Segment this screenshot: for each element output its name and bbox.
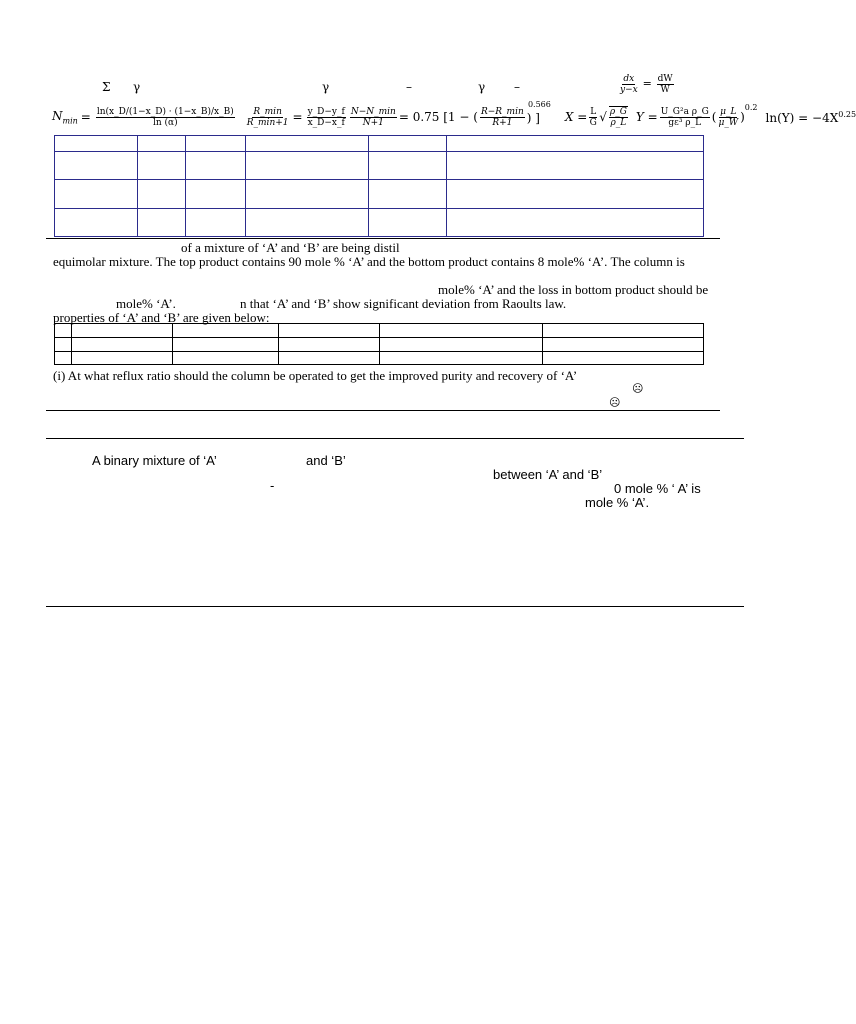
underwood-fraction: $\frac{y\_D-y\_f}{x\_D-x\_f}$ <box>307 106 345 128</box>
rayleigh-equation: $\frac{dx}{y-x}$ = $\frac{dW}{W}$ <box>620 74 673 95</box>
divider <box>46 606 744 607</box>
divider <box>46 410 720 411</box>
dash-symbol: - <box>270 478 275 493</box>
nmin-label: $N_{min}$ <box>52 108 78 126</box>
gamma-symbol: γ <box>478 80 486 94</box>
frown-icon: ☹ <box>632 382 644 395</box>
fenske-fraction: $\frac{\ln(x\_D/(1-x\_D) \cdot (1-x\_B)/x\_B)}{\ln (\alpha)}$ <box>96 106 234 128</box>
frown-icon: ☹ <box>609 396 621 409</box>
table-row <box>55 324 704 338</box>
section-text: mole % ‘A’. <box>585 495 650 510</box>
problem-line: n that ‘A’ and ‘B’ show significant deviation from Raoults law. <box>240 296 567 311</box>
problem-line: mole% ‘A’ and the loss in bottom product should be <box>438 282 709 297</box>
y-parameter: Y = <box>635 110 658 124</box>
table-row <box>55 152 704 180</box>
section-text: between ‘A’ and ‘B’ <box>493 467 603 482</box>
problem-line: mole% ‘A’. <box>116 296 176 311</box>
divider <box>46 238 720 239</box>
dash-symbol: – <box>514 80 520 94</box>
gamma-symbol: γ <box>133 80 141 94</box>
gilliland-fraction: $\frac{N-N\_\min}{N+1}$ <box>350 106 396 128</box>
data-table <box>54 135 704 237</box>
flooding-equation: $\ln(Y) = -4X^{0.25}$ <box>765 109 856 125</box>
dash-symbol: – <box>406 80 412 94</box>
gamma-symbol: γ <box>322 80 330 94</box>
question-text: (i) At what reflux ratio should the column be operated to get the improved purity and recovery of ‘A’ <box>53 368 578 383</box>
table-row <box>55 352 704 365</box>
gilliland-expression: = 0.75 [1 − ( <box>398 110 478 124</box>
rmin-fraction: $\frac{R\_\min}{R\_\min+1}$ <box>246 106 289 128</box>
problem-line: of a mixture of ‘A’ and ‘B’ are being distil <box>181 240 400 255</box>
table-row <box>55 209 704 237</box>
section-text: 0 mole % ‘ A’ is <box>614 481 701 496</box>
divider <box>46 438 744 439</box>
table-row <box>55 180 704 209</box>
problem-line: equimolar mixture. The top product contains 90 mole % ‘A’ and the bottom product contains 8 mole% ‘A’. The column is <box>53 254 685 269</box>
sigma-symbol: Σ <box>102 80 111 94</box>
table-row <box>55 136 704 152</box>
section-text: and ‘B’ <box>306 453 346 468</box>
table-row <box>55 338 704 352</box>
section-text: A binary mixture of ‘A’ <box>92 453 217 468</box>
x-parameter: X = <box>564 110 588 124</box>
properties-table <box>54 323 704 365</box>
equation-row: $N_{min}$ = $\frac{\ln(x\_D/(1-x\_D) \cdot (1-x\_B)/x\_B)}{\ln (\alpha)}$ $\frac{R\_\min}{R\_\min+1}$ = $\frac{y\_D-y\_f}{x\_D-x\_f}$ $\frac{N-N\_\min}{N+1}$ = 0.75 [1 − ( $\frac{R-R\_\min}{R+1}$ ) ]$^{0.566}$ X = $\frac{L}{G}$ √ $\frac{\rho\_G}{\rho\_L}$ Y = $\frac{\text{U\_G²a ρ\_G}}{\text{gε³ ρ\_L}}$ ( $\frac{\mu\_L}{\mu\_W}$ ) $^{0.2}$ $\ln(Y) = -4X^{0.25}$ <box>52 99 856 128</box>
problem-line: properties of ‘A’ and ‘B’ are given below: <box>53 310 270 325</box>
